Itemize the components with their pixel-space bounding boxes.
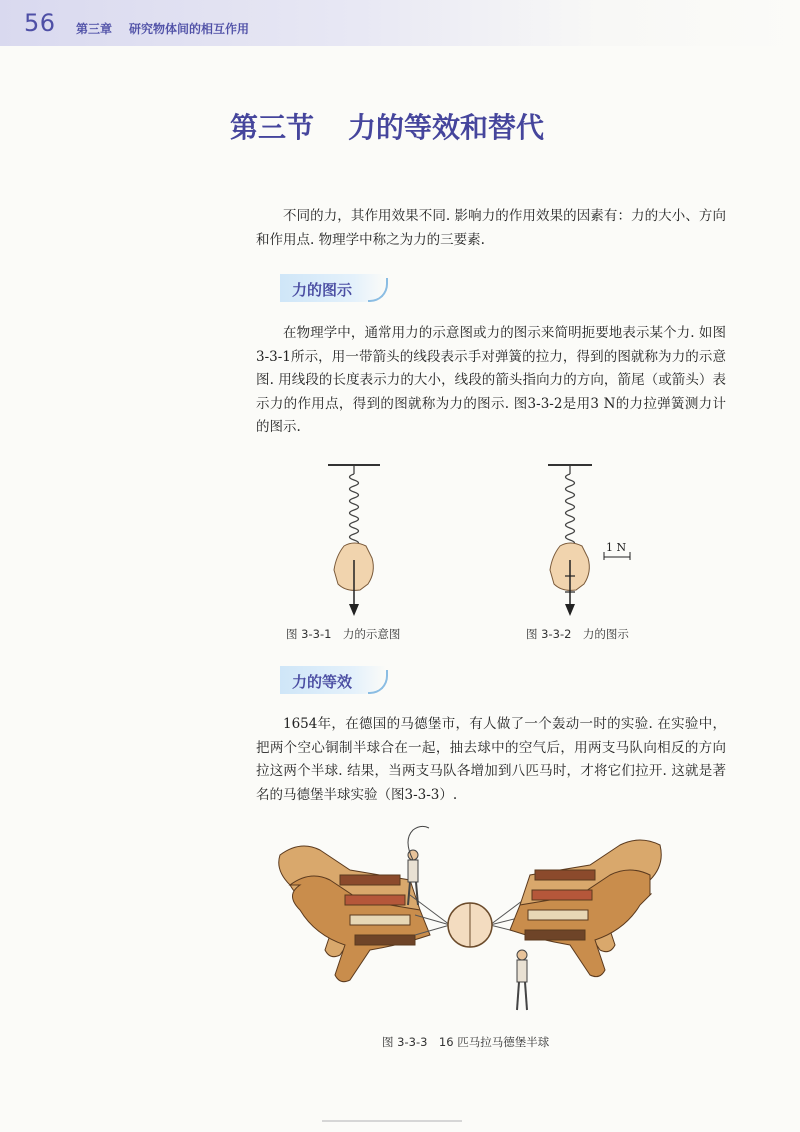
- man-right: [517, 950, 527, 1010]
- figure-spring-force-diagram: [530, 460, 640, 620]
- section-title: [230, 106, 544, 146]
- figure-caption: 图 3-3-2 力的图示: [526, 627, 629, 641]
- page-number: 56: [24, 9, 56, 37]
- heading-decoration: [368, 278, 388, 302]
- figure-caption: 图 3-3-3 16 匹马拉马德堡半球: [382, 1035, 550, 1049]
- intro-paragraph: 不同的力，其作用效果不同. 影响力的作用效果的因素有：力的大小、方向和作用点. 物理学中称之为力的三要素.: [256, 208, 726, 248]
- bottom-divider: [322, 1120, 462, 1122]
- scale-label: 1 N: [606, 541, 627, 554]
- heading-decoration: [368, 670, 388, 694]
- subsection-heading-text: 力的等效: [292, 673, 353, 691]
- subsection-heading-text: 力的图示: [292, 281, 353, 299]
- force-diagram-paragraph: 在物理学中，通常用力的示意图或力的图示来简明扼要地表示某个力. 如图3-3-1所示，用一带箭头的线段表示手对弹簧的拉力，得到的图就称为力的示意图. 用线段的长度表示力的大小，线段的箭头指向力的方向，箭尾（或箭头）表示力的作用点，得到的图就称为力的图示. 图3-3-2是用3 N的力拉弹簧测力计的图示.: [256, 325, 726, 435]
- chapter-name: 研究物体间的相互作用: [129, 22, 250, 36]
- figure-caption: 图 3-3-1 力的示意图: [286, 627, 401, 641]
- figure-magdeburg-hemispheres: [270, 825, 670, 1025]
- left-horse-team: [279, 846, 430, 982]
- figure-spring-force-sketch: [300, 460, 410, 620]
- chapter-label: 第三章: [76, 22, 113, 36]
- section-number: 第三节: [230, 111, 315, 144]
- subsection-heading-force-equivalence: [280, 666, 386, 694]
- section-title-text: 力的等效和替代: [348, 111, 545, 144]
- force-equivalence-paragraph: 1654年，在德国的马德堡市，有人做了一个轰动一时的实验. 在实验中，把两个空心铜制半球合在一起，抽去球中的空气后，用两支马队向相反的方向拉这两个半球. 结果，当两支马队各增加到八匹马时，才将它们拉开. 这就是著名的马德堡半球实验（图3-3-3）.: [256, 716, 726, 803]
- right-horse-team: [510, 840, 661, 977]
- header-band: [0, 0, 800, 46]
- subsection-heading-force-diagram: [280, 274, 386, 302]
